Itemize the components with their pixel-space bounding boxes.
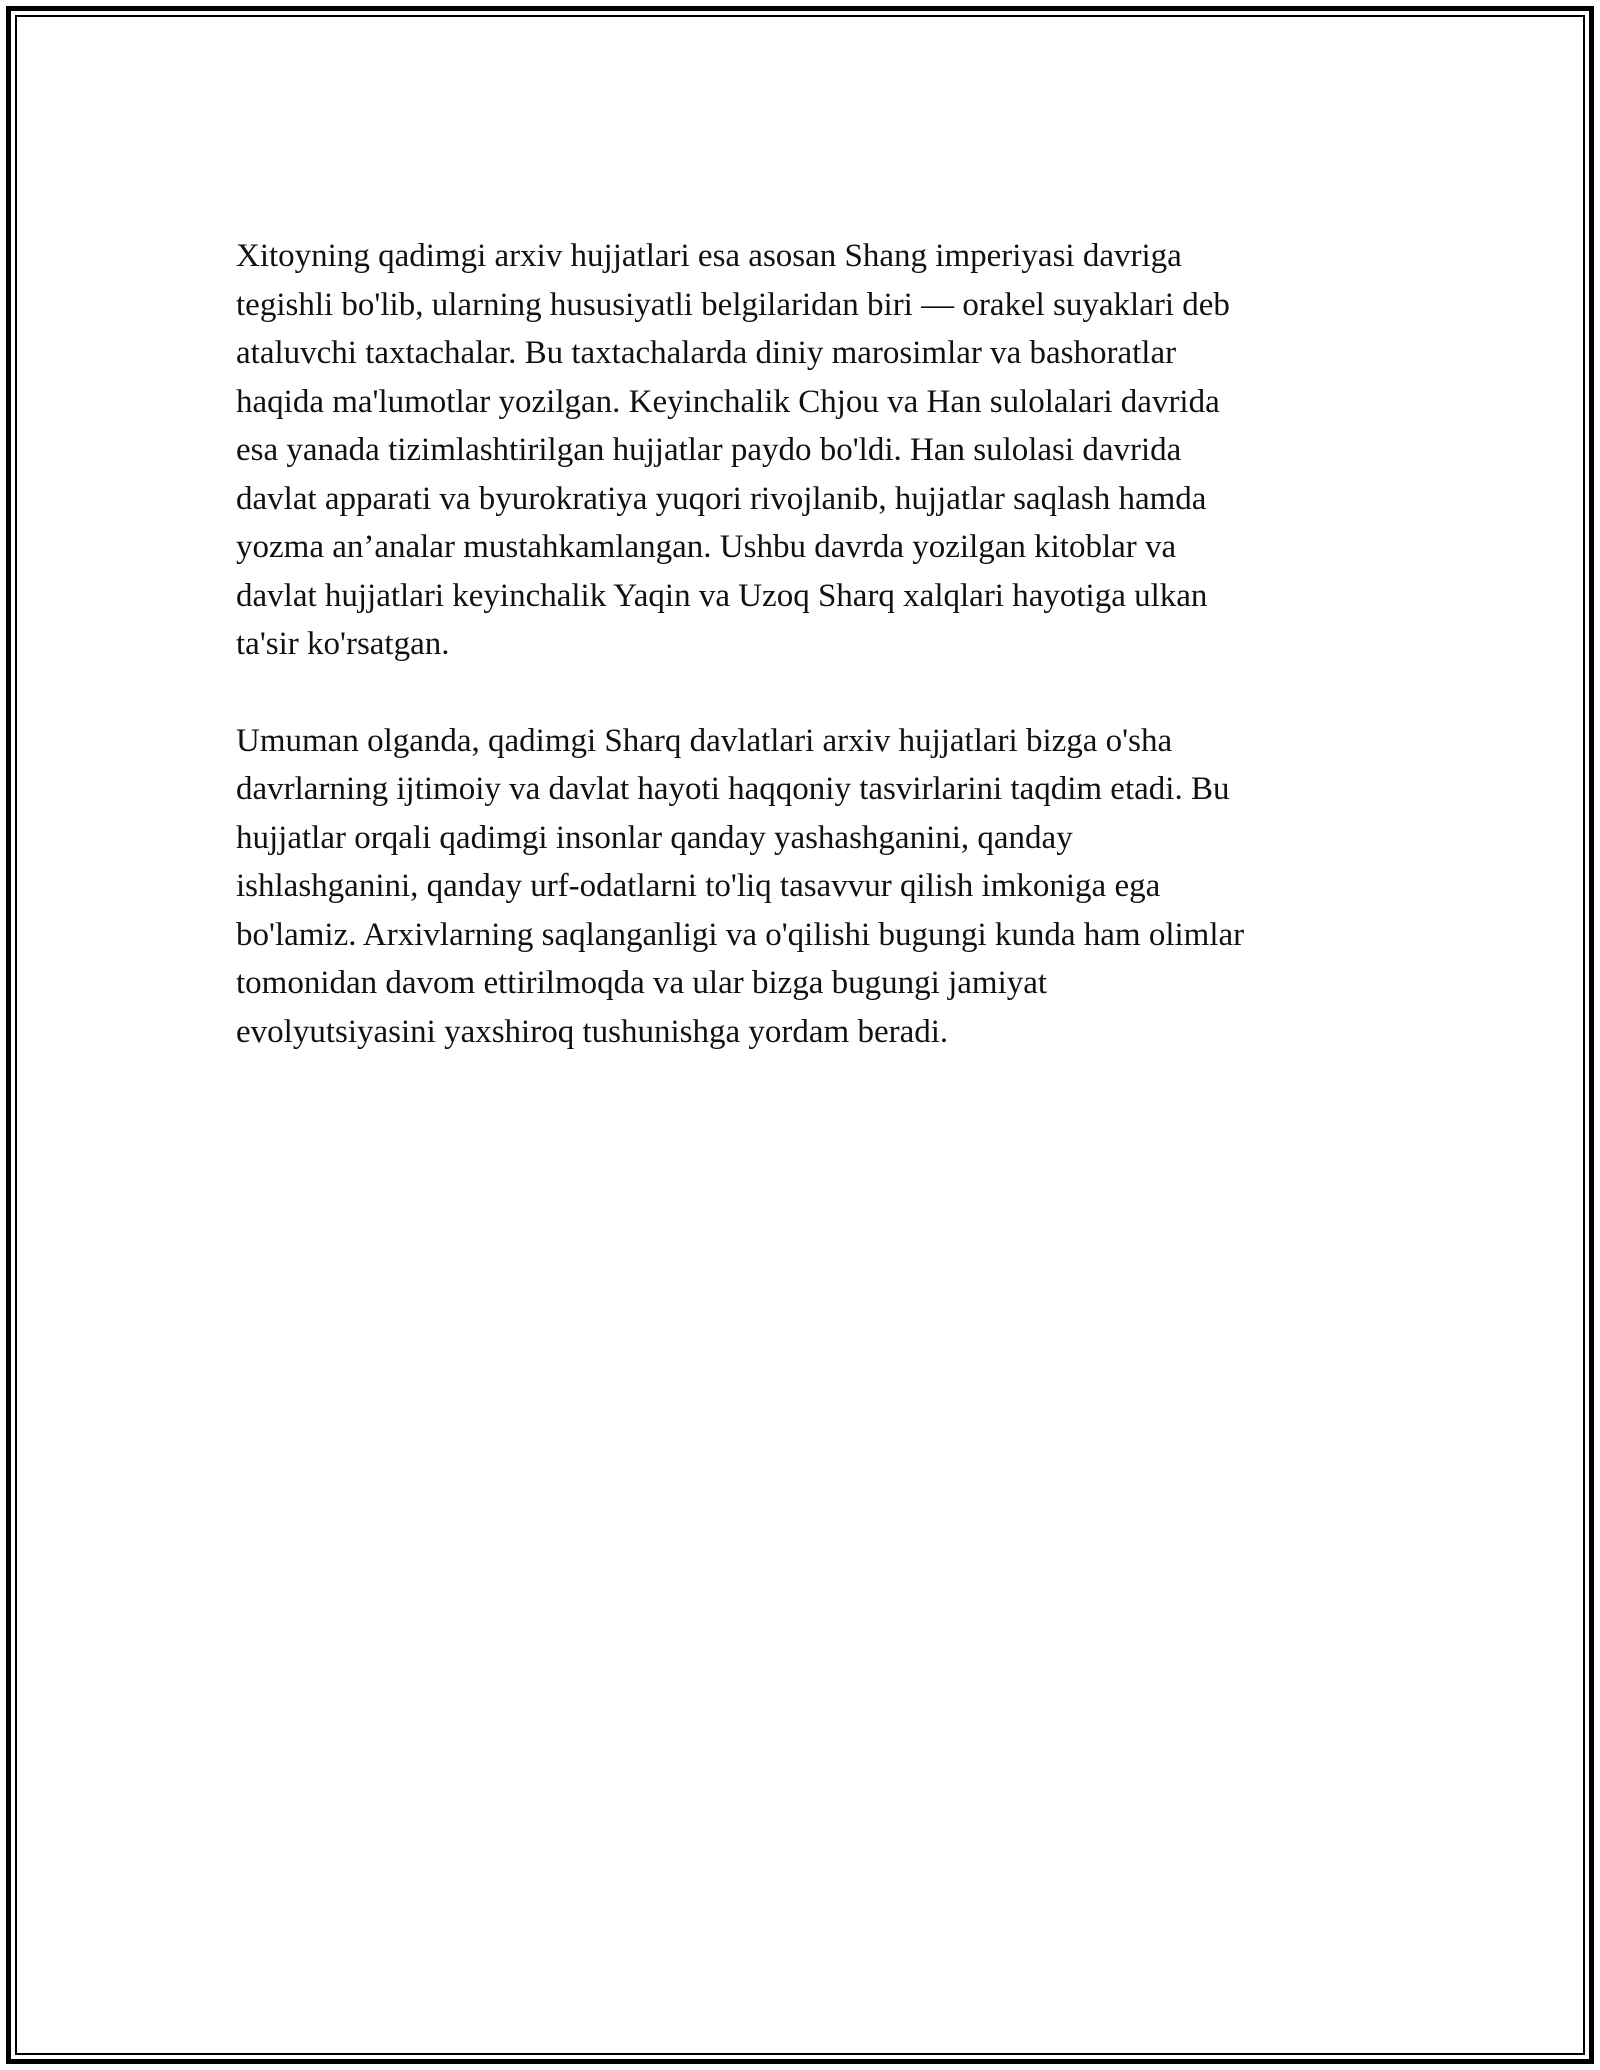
text-line: davlat apparati va byurokratiya yuqori rivojlanib, hujjatlar saqlash hamda — [236, 480, 1207, 517]
text-line: hujjatlar orqali qadimgi insonlar qanday yashashganini, qanday — [236, 819, 1073, 856]
text-line: tomonidan davom ettirilmoqda va ular bizga bugungi jamiyat — [236, 965, 1048, 1001]
text-line: tegishli bo'lib, ularning hususiyatli belgilaridan biri — orakel suyaklari deb — [236, 286, 1230, 323]
paragraph-2 — [236, 717, 1376, 1057]
text-line: bo'lamiz. Arxivlarning saqlanganligi va o'qilishi bugungi kunda ham olimlar — [236, 916, 1245, 953]
text-line: davlat hujjatlari keyinchalik Yaqin va Uzoq Sharq xalqlari hayotiga ulkan — [236, 577, 1208, 614]
text-line: ishlashganini, qanday urf-odatlarni to'liq tasavvur qilish imkoniga ega — [236, 868, 1161, 904]
text-line: esa yanada tizimlashtirilgan hujjatlar paydo bo'ldi. Han sulolasi davrida — [236, 432, 1182, 468]
text-line: Umuman olganda, qadimgi Sharq davlatlari arxiv hujjatlari bizga o'sha — [236, 722, 1173, 759]
paragraph-1 — [236, 232, 1376, 669]
text-line: Xitoyning qadimgi arxiv hujjatlari esa asosan Shang imperiyasi davriga — [236, 238, 1182, 274]
text-line: yozma an’analar mustahkamlangan. Ushbu davrda yozilgan kitoblar va — [236, 529, 1177, 565]
text-line: haqida ma'lumotlar yozilgan. Keyinchalik Chjou va Han sulolalari davrida — [236, 383, 1220, 420]
text-line: ta'sir ko'rsatgan. — [236, 626, 450, 662]
text-line: ataluvchi taxtachalar. Bu taxtachalarda diniy marosimlar va bashoratlar — [236, 335, 1177, 371]
text-line: davrlarning ijtimoiy va davlat hayoti haqqoniy tasvirlarini taqdim etadi. Bu — [236, 771, 1230, 807]
document-body — [236, 232, 1376, 1104]
text-line: evolyutsiyasini yaxshiroq tushunishga yordam beradi. — [236, 1013, 949, 1050]
